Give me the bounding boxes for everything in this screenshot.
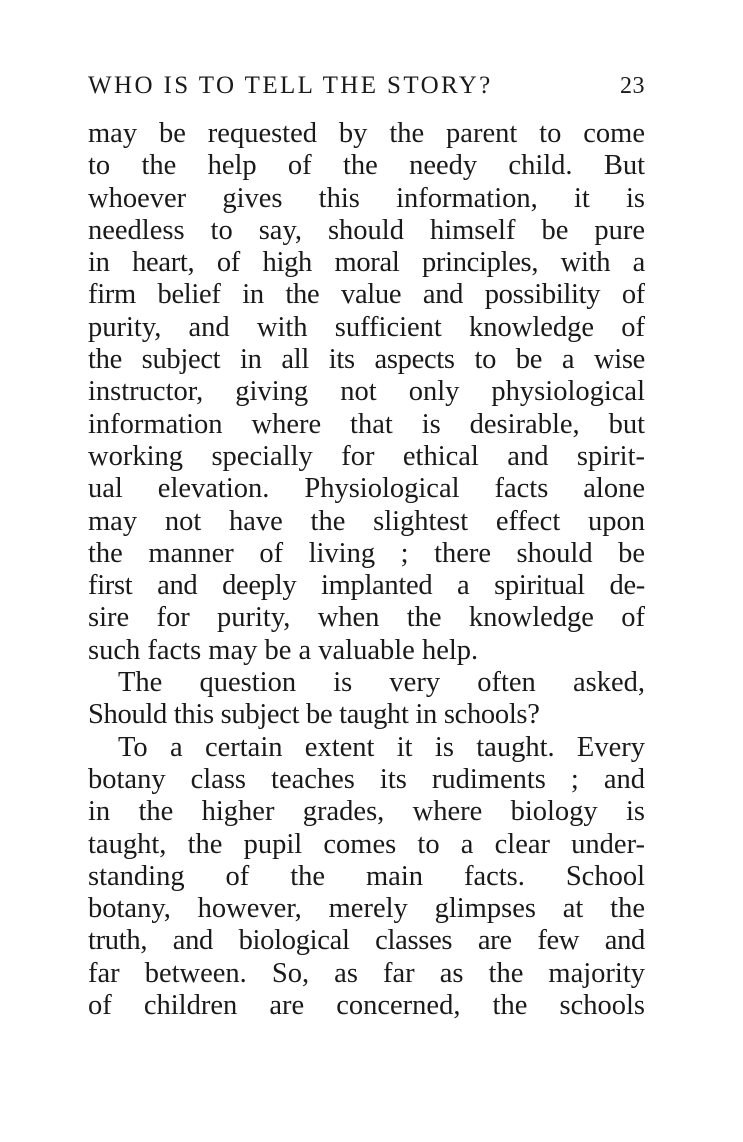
- running-title: WHO IS TO TELL THE STORY?: [88, 72, 493, 99]
- body-text: [88, 118, 645, 1022]
- text-line: the subject in all its aspects to be a wise: [88, 344, 645, 376]
- text-line: far between. So, as far as the majority: [88, 957, 645, 989]
- text-line: whoever gives this information, it is: [88, 182, 645, 214]
- text-line: working specially for ethical and spirit-: [88, 440, 645, 472]
- text-line: purity, and with sufficient knowledge of: [88, 311, 645, 343]
- text-line: firm belief in the value and possibility of: [88, 279, 645, 311]
- text-line: may not have the slightest effect upon: [88, 505, 645, 537]
- text-line: to the help of the needy child. But: [88, 150, 645, 182]
- paragraph-start-line: The question is very often asked,: [118, 667, 645, 699]
- running-head: [88, 72, 645, 106]
- text-line: truth, and biological classes are few and: [88, 925, 645, 957]
- text-line: instructor, giving not only physiological: [88, 376, 645, 408]
- text-line: sire for purity, when the knowledge of: [88, 602, 645, 634]
- text-line: standing of the main facts. School: [88, 860, 645, 892]
- page-number: 23: [620, 73, 645, 99]
- text-line: taught, the pupil comes to a clear under-: [88, 828, 645, 860]
- text-line: first and deeply implanted a spiritual de-: [88, 570, 645, 602]
- text-line: botany, however, merely glimpses at the: [88, 893, 645, 925]
- paragraph-end-line: such facts may be a valuable help.: [88, 634, 479, 666]
- paragraph-end-line: Should this subject be taught in schools?: [88, 699, 540, 731]
- text-line: the manner of living ; there should be: [88, 537, 645, 569]
- text-line: in heart, of high moral principles, with a: [88, 247, 645, 279]
- paragraph-start-line: To a certain extent it is taught. Every: [118, 731, 645, 763]
- text-line: needless to say, should himself be pure: [88, 214, 645, 246]
- text-line: botany class teaches its rudiments ; and: [88, 763, 645, 795]
- text-line: in the higher grades, where biology is: [88, 796, 645, 828]
- text-line: ual elevation. Physiological facts alone: [88, 473, 645, 505]
- text-line: information where that is desirable, but: [88, 408, 645, 440]
- text-line: may be requested by the parent to come: [88, 118, 645, 149]
- text-line: of children are concerned, the schools: [88, 990, 645, 1022]
